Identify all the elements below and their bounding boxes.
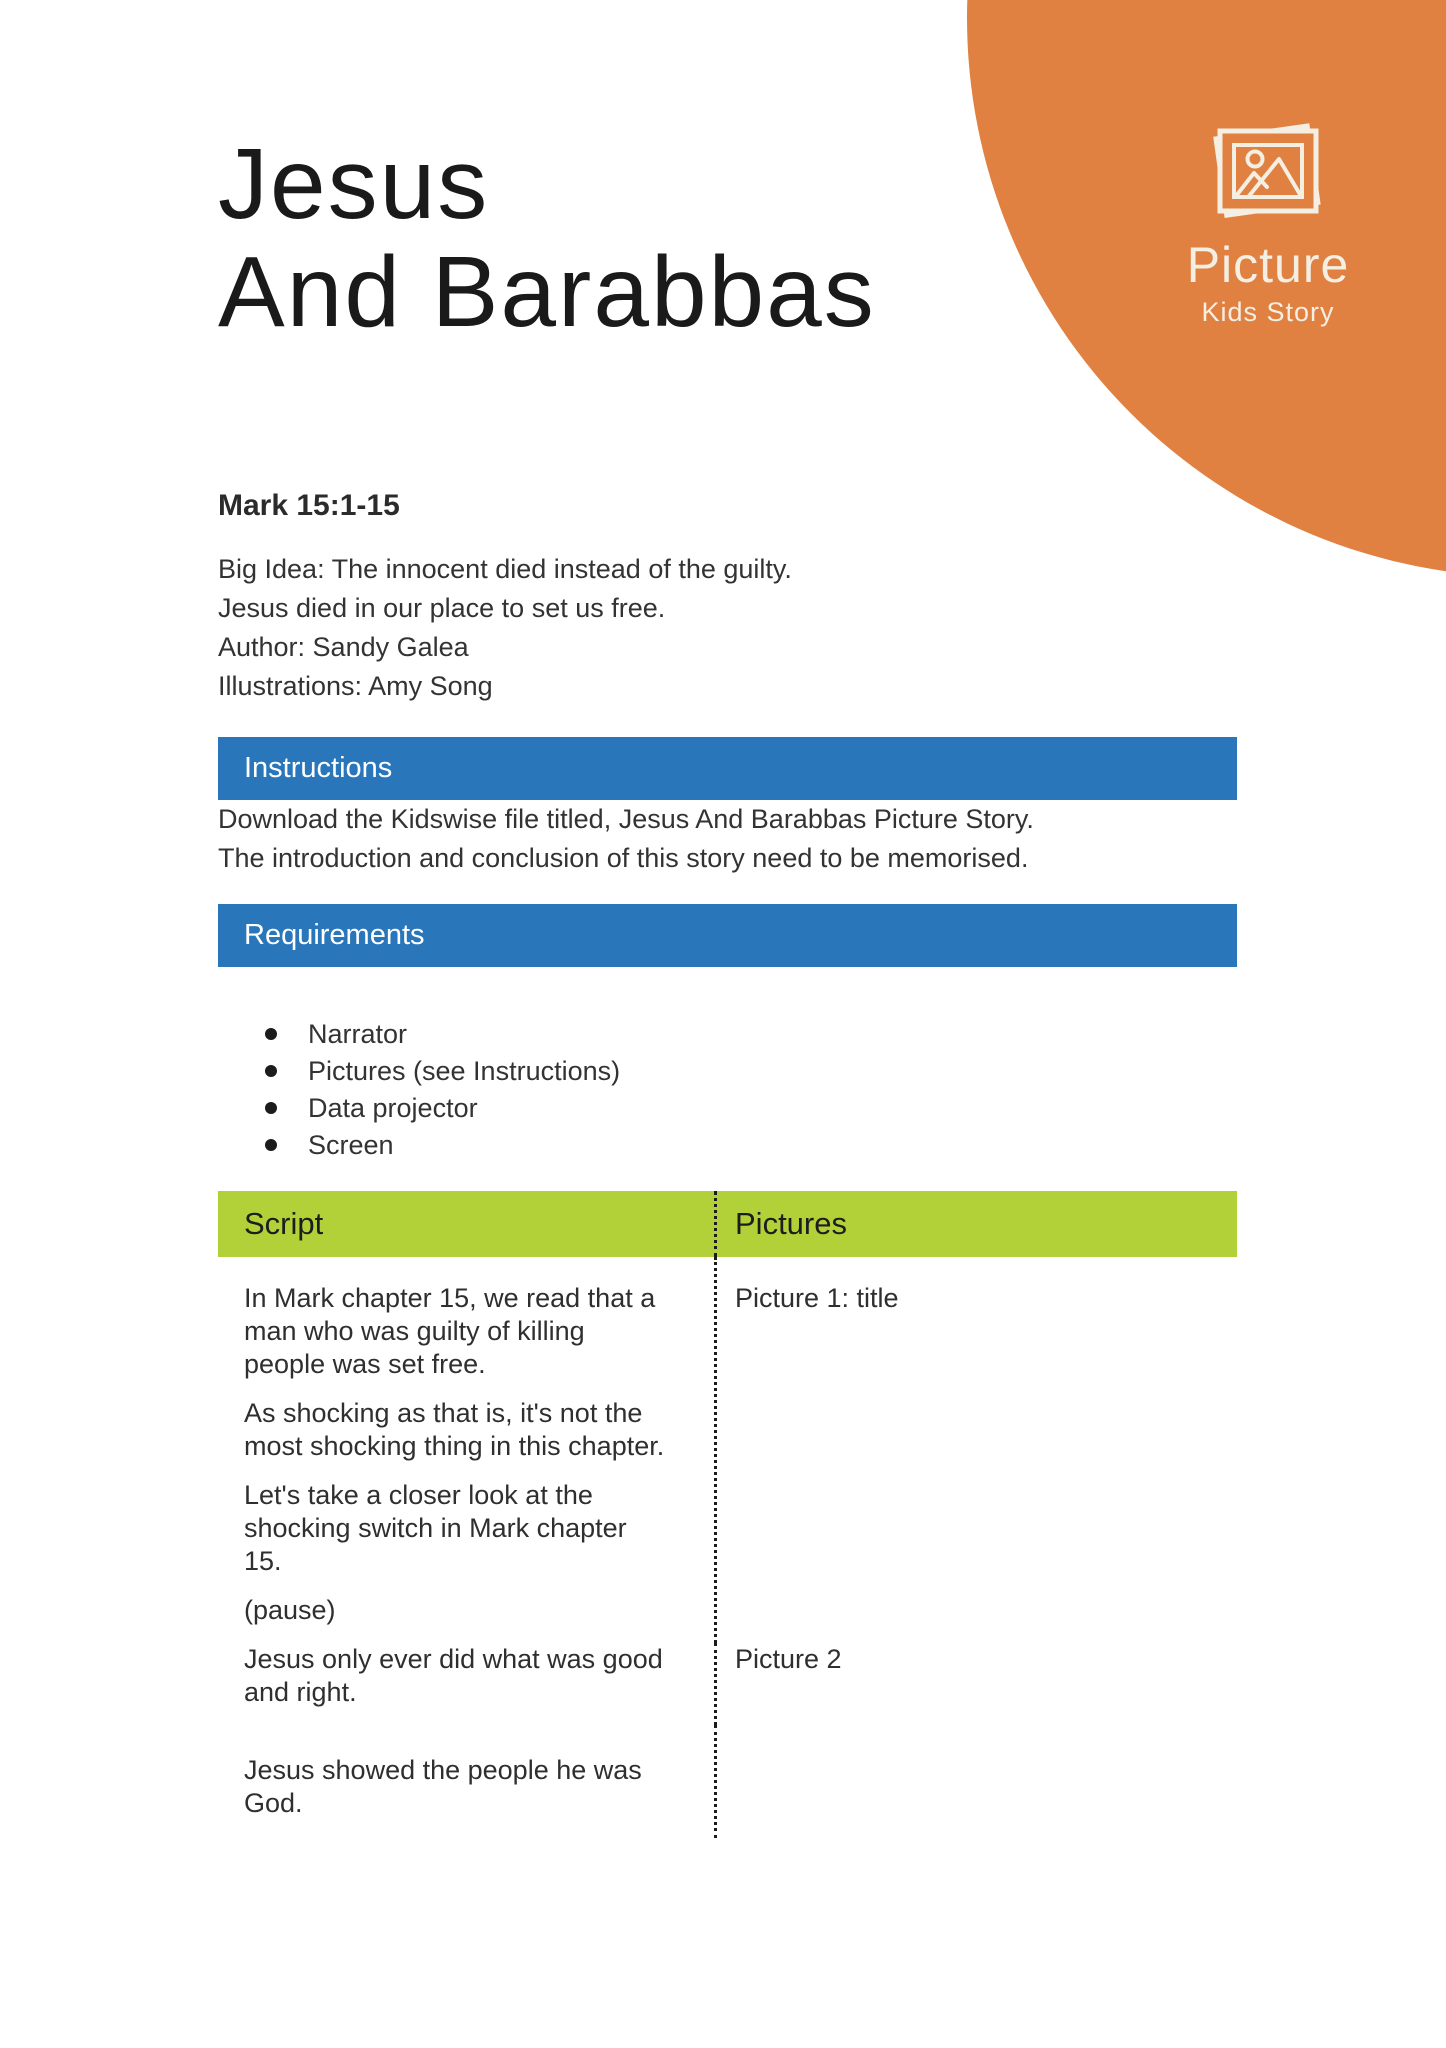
pictures-cell xyxy=(714,1725,1237,1838)
story-meta-line: Big Idea: The innocent died instead of the guilty. xyxy=(218,554,792,584)
instructions-paragraphs xyxy=(218,800,1237,878)
requirements-list-item: Data projector xyxy=(218,1093,1237,1123)
instructions-paragraph: Download the Kidswise file titled, Jesus And Barabbas Picture Story. xyxy=(218,804,1034,834)
script-paragraph: Jesus showed the people he was God. xyxy=(244,1755,642,1818)
page-title-line-1: Jesus xyxy=(218,128,490,240)
script-paragraph: (pause) xyxy=(244,1595,336,1625)
table-header-row xyxy=(218,1191,1237,1257)
story-meta xyxy=(218,550,1237,706)
script-cell xyxy=(218,1725,714,1838)
story-meta-line: Author: Sandy Galea xyxy=(218,632,469,662)
instructions-heading-label: Instructions xyxy=(244,752,393,784)
table-row xyxy=(218,1725,1237,1838)
instructions-paragraph: The introduction and conclusion of this story need to be memorised. xyxy=(218,843,1029,873)
script-cell xyxy=(218,1257,714,1643)
story-meta-line: Jesus died in our place to set us free. xyxy=(218,593,666,623)
pictures-column-header: Pictures xyxy=(714,1191,1237,1257)
script-cell xyxy=(218,1643,714,1725)
requirements-list-item: Pictures (see Instructions) xyxy=(218,1056,1237,1086)
brand-name: Picture xyxy=(1186,237,1350,293)
pictures-cell: Picture 2 xyxy=(714,1643,1237,1725)
page-title xyxy=(218,130,1237,346)
script-paragraph: In Mark chapter 15, we read that a man who was guilty of killing people was set free. xyxy=(244,1283,656,1379)
page-title-line-2: And Barabbas xyxy=(218,236,876,348)
script-pictures-table xyxy=(218,1191,1237,1838)
requirements-heading-label: Requirements xyxy=(244,919,425,951)
script-paragraph: As shocking as that is, it's not the most shocking thing in this chapter. xyxy=(244,1398,665,1461)
requirements-list xyxy=(218,1019,1237,1160)
scripture-reference: Mark 15:1-15 xyxy=(218,489,400,522)
pictures-cell: Picture 1: title xyxy=(714,1257,1237,1643)
brand-tagline: Kids Story xyxy=(1201,297,1335,327)
script-column-header: Script xyxy=(218,1191,714,1257)
table-row xyxy=(218,1643,1237,1725)
instructions-section-heading xyxy=(218,737,1237,800)
script-paragraph: Jesus only ever did what was good and right. xyxy=(244,1644,663,1707)
requirements-section-heading xyxy=(218,904,1237,967)
table-row xyxy=(218,1257,1237,1643)
script-paragraph: Let's take a closer look at the shocking switch in Mark chapter 15. xyxy=(244,1480,627,1576)
table-body xyxy=(218,1257,1237,1838)
content-column xyxy=(218,0,1237,1838)
story-meta-line: Illustrations: Amy Song xyxy=(218,671,493,701)
requirements-list-item: Narrator xyxy=(218,1019,1237,1049)
requirements-list-item: Screen xyxy=(218,1130,1237,1160)
